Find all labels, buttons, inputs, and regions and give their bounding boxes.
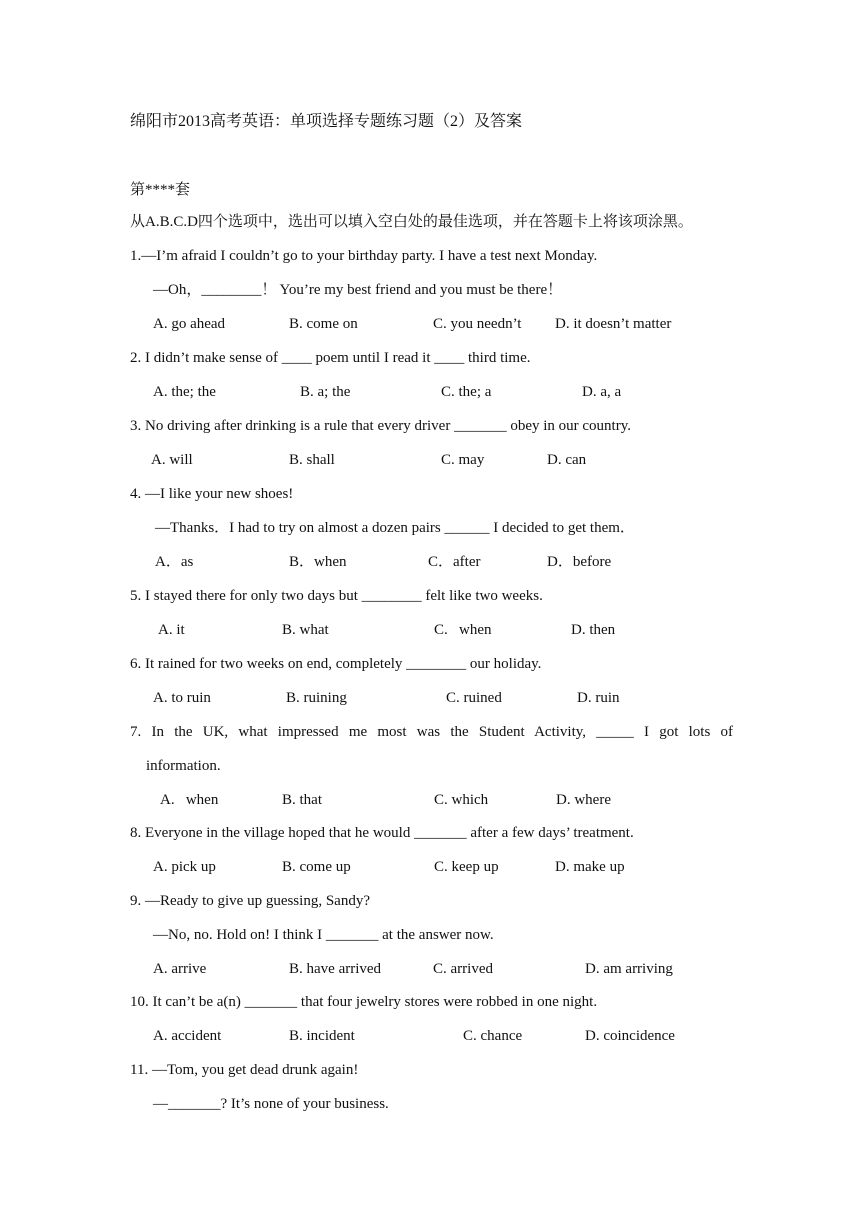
question-10-option-a: A. accident xyxy=(153,1028,222,1044)
question-2-option-d: D. a, a xyxy=(582,384,622,400)
question-9-option-d: D. am arriving xyxy=(585,961,673,977)
question-1-option-a: A. go ahead xyxy=(153,316,226,332)
question-7-line-1: 7. In the UK, what impressed me most was the Student Activity, _____ I got lots of xyxy=(130,724,733,740)
question-7-option-a: A. when xyxy=(160,792,219,808)
question-6-option-c: C. ruined xyxy=(446,690,502,706)
question-6-option-a: A. to ruin xyxy=(153,690,211,706)
question-1-option-c: C. you needn’t xyxy=(433,316,522,332)
document-title: 绵阳市2013高考英语：单项选择专题练习题（2）及答案 xyxy=(130,113,523,130)
question-8-line-1: 8. Everyone in the village hoped that he would _______ after a few days’ treatment. xyxy=(130,825,634,841)
question-1-option-d: D. it doesn’t matter xyxy=(555,316,672,332)
question-4-option-c: C．after xyxy=(428,554,481,570)
question-3-option-a: A. will xyxy=(151,452,193,468)
question-11-line-1: 11. —Tom, you get dead drunk again! xyxy=(130,1062,359,1078)
question-8-option-a: A. pick up xyxy=(153,859,216,875)
question-10-option-d: D. coincidence xyxy=(585,1028,675,1044)
question-4-line-2: —Thanks．I had to try on almost a dozen pairs ______ I decided to get them． xyxy=(155,520,635,536)
question-8-option-b: B. come up xyxy=(282,859,351,875)
question-9-line-1: 9. —Ready to give up guessing, Sandy? xyxy=(130,893,370,909)
question-10-option-b: B. incident xyxy=(289,1028,355,1044)
question-3-line-1: 3. No driving after drinking is a rule that every driver _______ obey in our country. xyxy=(130,418,631,434)
question-7-line-2: information. xyxy=(146,758,221,774)
question-2-option-c: C. the; a xyxy=(441,384,492,400)
question-6-option-b: B. ruining xyxy=(286,690,347,706)
question-5-option-b: B. what xyxy=(282,622,329,638)
question-5-line-1: 5. I stayed there for only two days but ________ felt like two weeks. xyxy=(130,588,543,604)
question-4-line-1: 4. —I like your new shoes! xyxy=(130,486,294,502)
question-2-option-a: A. the; the xyxy=(153,384,216,400)
question-7-option-c: C. which xyxy=(434,792,489,808)
question-3-option-b: B. shall xyxy=(289,452,335,468)
question-4-option-b: B．when xyxy=(289,554,347,570)
question-7-option-d: D. where xyxy=(556,792,611,808)
question-9-option-b: B. have arrived xyxy=(289,961,382,977)
question-4-option-d: D．before xyxy=(547,554,612,570)
question-4-option-a: A．as xyxy=(155,554,194,570)
question-1-line-2: —Oh，________！ You’re my best friend and you must be there！ xyxy=(153,282,563,298)
question-6-line-1: 6. It rained for two weeks on end, completely ________ our holiday. xyxy=(130,656,542,672)
question-9-option-c: C. arrived xyxy=(433,961,493,977)
question-1-option-b: B. come on xyxy=(289,316,358,332)
instruction-text: 从A.B.C.D四个选项中，选出可以填入空白处的最佳选项，并在答题卡上将该项涂黑。 xyxy=(130,214,693,230)
set-label: 第****套 xyxy=(130,182,191,198)
question-2-option-b: B. a; the xyxy=(300,384,351,400)
question-3-option-d: D. can xyxy=(547,452,587,468)
question-2-line-1: 2. I didn’t make sense of ____ poem until I read it ____ third time. xyxy=(130,350,531,366)
question-11-line-2: —_______? It’s none of your business. xyxy=(153,1096,389,1112)
question-5-option-c: C. when xyxy=(434,622,492,638)
question-5-option-a: A. it xyxy=(158,622,185,638)
question-5-option-d: D. then xyxy=(571,622,616,638)
question-8-option-c: C. keep up xyxy=(434,859,499,875)
question-1-line-1: 1.—I’m afraid I couldn’t go to your birthday party. I have a test next Monday. xyxy=(130,248,598,264)
question-7-option-b: B. that xyxy=(282,792,322,808)
question-8-option-d: D. make up xyxy=(555,859,625,875)
question-9-option-a: A. arrive xyxy=(153,961,207,977)
question-10-option-c: C. chance xyxy=(463,1028,523,1044)
question-10-line-1: 10. It can’t be a(n) _______ that four jewelry stores were robbed in one night. xyxy=(130,994,598,1010)
question-9-line-2: —No, no. Hold on! I think I _______ at the answer now. xyxy=(153,927,494,943)
question-6-option-d: D. ruin xyxy=(577,690,620,706)
question-3-option-c: C. may xyxy=(441,452,485,468)
